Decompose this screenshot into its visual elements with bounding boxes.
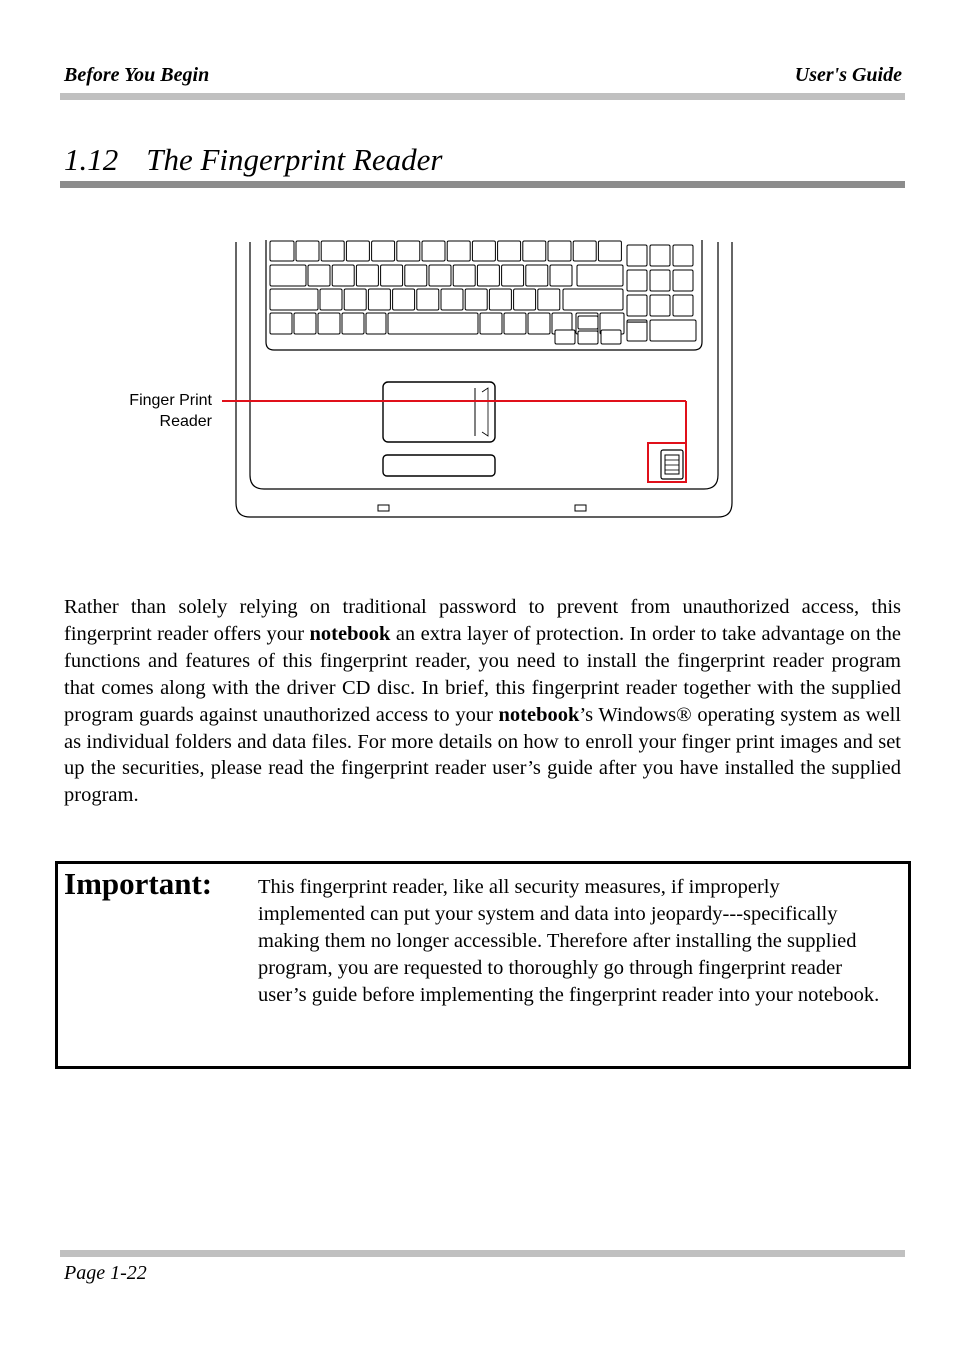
keyboard-key	[320, 289, 342, 310]
keyboard-key	[673, 270, 693, 291]
keyboard-key	[344, 289, 366, 310]
keyboard-key	[601, 330, 621, 344]
keyboard-key	[578, 316, 598, 329]
keyboard-key	[555, 330, 575, 344]
keyboard-key	[417, 289, 439, 310]
header-left-title: Before You Begin	[64, 64, 210, 86]
fingerprint-reader-callout-label	[96, 390, 212, 432]
keyboard-key	[294, 313, 316, 334]
important-text: This fingerprint reader, like all security measures, if improperly implemented can put your system and data into jeopardy---specifically making them no longer accessible. Therefore after installing the supplied program, you are requested to thoroughly go through fingerprint reader user’s guide before implementing the fingerprint reader into your notebook.	[258, 876, 880, 1006]
keyboard-key	[578, 331, 598, 344]
body-text-part2: an extra layer of protection. In order to take advantage on the functions and features of this fingerprint reader, you need to install the fingerprint reader program that comes along with the driver CD disc. In brief, this fingerprint reader together with the supplied program guards against unauthorized access to your	[64, 622, 901, 726]
keyboard-key	[368, 289, 390, 310]
keyboard-key	[465, 289, 487, 310]
keyboard-key	[627, 270, 647, 291]
keyboard-key	[332, 265, 354, 286]
keyboard-key	[270, 265, 306, 286]
keyboard-key	[441, 289, 463, 310]
keyboard-key	[422, 241, 445, 261]
keyboard-key	[548, 241, 571, 261]
keyboard-key	[598, 241, 621, 261]
header-rule	[60, 93, 905, 100]
body-paragraph	[64, 594, 901, 809]
keyboard-key	[577, 265, 623, 286]
keyboard-key	[296, 241, 319, 261]
keyboard-key	[388, 313, 478, 334]
keyboard-key	[270, 289, 318, 310]
important-label: Important:	[64, 866, 213, 901]
keyboard-key	[472, 241, 495, 261]
keyboard-key	[528, 313, 550, 334]
section-rule	[60, 181, 905, 188]
keyboard-key	[627, 295, 647, 316]
page-number: Page 1-22	[64, 1262, 147, 1284]
keyboard-key	[526, 265, 548, 286]
body-text-part1: Rather than solely relying on traditional password to prevent from unauthorized access, this fingerprint reader offers your	[64, 596, 901, 645]
body-bold-notebook-2: notebook	[498, 703, 580, 726]
keyboard-key	[366, 313, 386, 334]
keyboard-key	[550, 265, 572, 286]
body-bold-notebook-1: notebook	[309, 622, 391, 645]
keyboard-key	[405, 265, 427, 286]
keyboard-key	[673, 295, 693, 316]
keyboard-key	[502, 265, 524, 286]
section-heading: The Fingerprint Reader	[146, 142, 443, 177]
body-text-part3: ’s Windows® operating system as well as individual folders and data files. For more details on how to enroll your finger print images and set up the securities, please read the fingerprint reader user’s guide after you have installed the supplied program.	[64, 703, 901, 807]
keyboard-key	[318, 313, 340, 334]
header-right-title: User's Guide	[794, 64, 902, 86]
keyboard-key	[673, 245, 693, 266]
keyboard-key	[573, 241, 596, 261]
section-title	[64, 142, 442, 178]
keyboard-key	[381, 265, 403, 286]
keyboard-key	[650, 295, 670, 316]
keyboard-key	[498, 241, 521, 261]
keyboard-key	[308, 265, 330, 286]
callout-line1: Finger Print	[129, 392, 212, 409]
keyboard-key	[650, 270, 670, 291]
keyboard-key	[563, 289, 623, 310]
keyboard-key	[480, 313, 502, 334]
keyboard-key	[523, 241, 546, 261]
keyboard-key	[270, 313, 292, 334]
keyboard-key	[346, 241, 369, 261]
keyboard-key	[393, 289, 415, 310]
keyboard-key	[447, 241, 470, 261]
keyboard-key	[538, 289, 560, 310]
notebook-top-view-figure	[100, 225, 740, 525]
keyboard-key	[342, 313, 364, 334]
section-number: 1.12	[64, 142, 119, 177]
keyboard-key	[453, 265, 475, 286]
keyboard-key	[627, 245, 647, 266]
keyboard-key	[489, 289, 511, 310]
keyboard-key	[321, 241, 344, 261]
keyboard-key	[627, 320, 647, 341]
callout-line2: Reader	[159, 413, 212, 430]
keyboard-key	[504, 313, 526, 334]
footer-rule	[60, 1250, 905, 1257]
keyboard-key	[356, 265, 378, 286]
keyboard-key	[477, 265, 499, 286]
keyboard-key	[429, 265, 451, 286]
keyboard-key	[372, 241, 395, 261]
keyboard-key	[270, 241, 294, 261]
keyboard-key	[514, 289, 536, 310]
keyboard-key	[650, 245, 670, 266]
keyboard-key	[397, 241, 420, 261]
keyboard-key	[650, 320, 696, 341]
